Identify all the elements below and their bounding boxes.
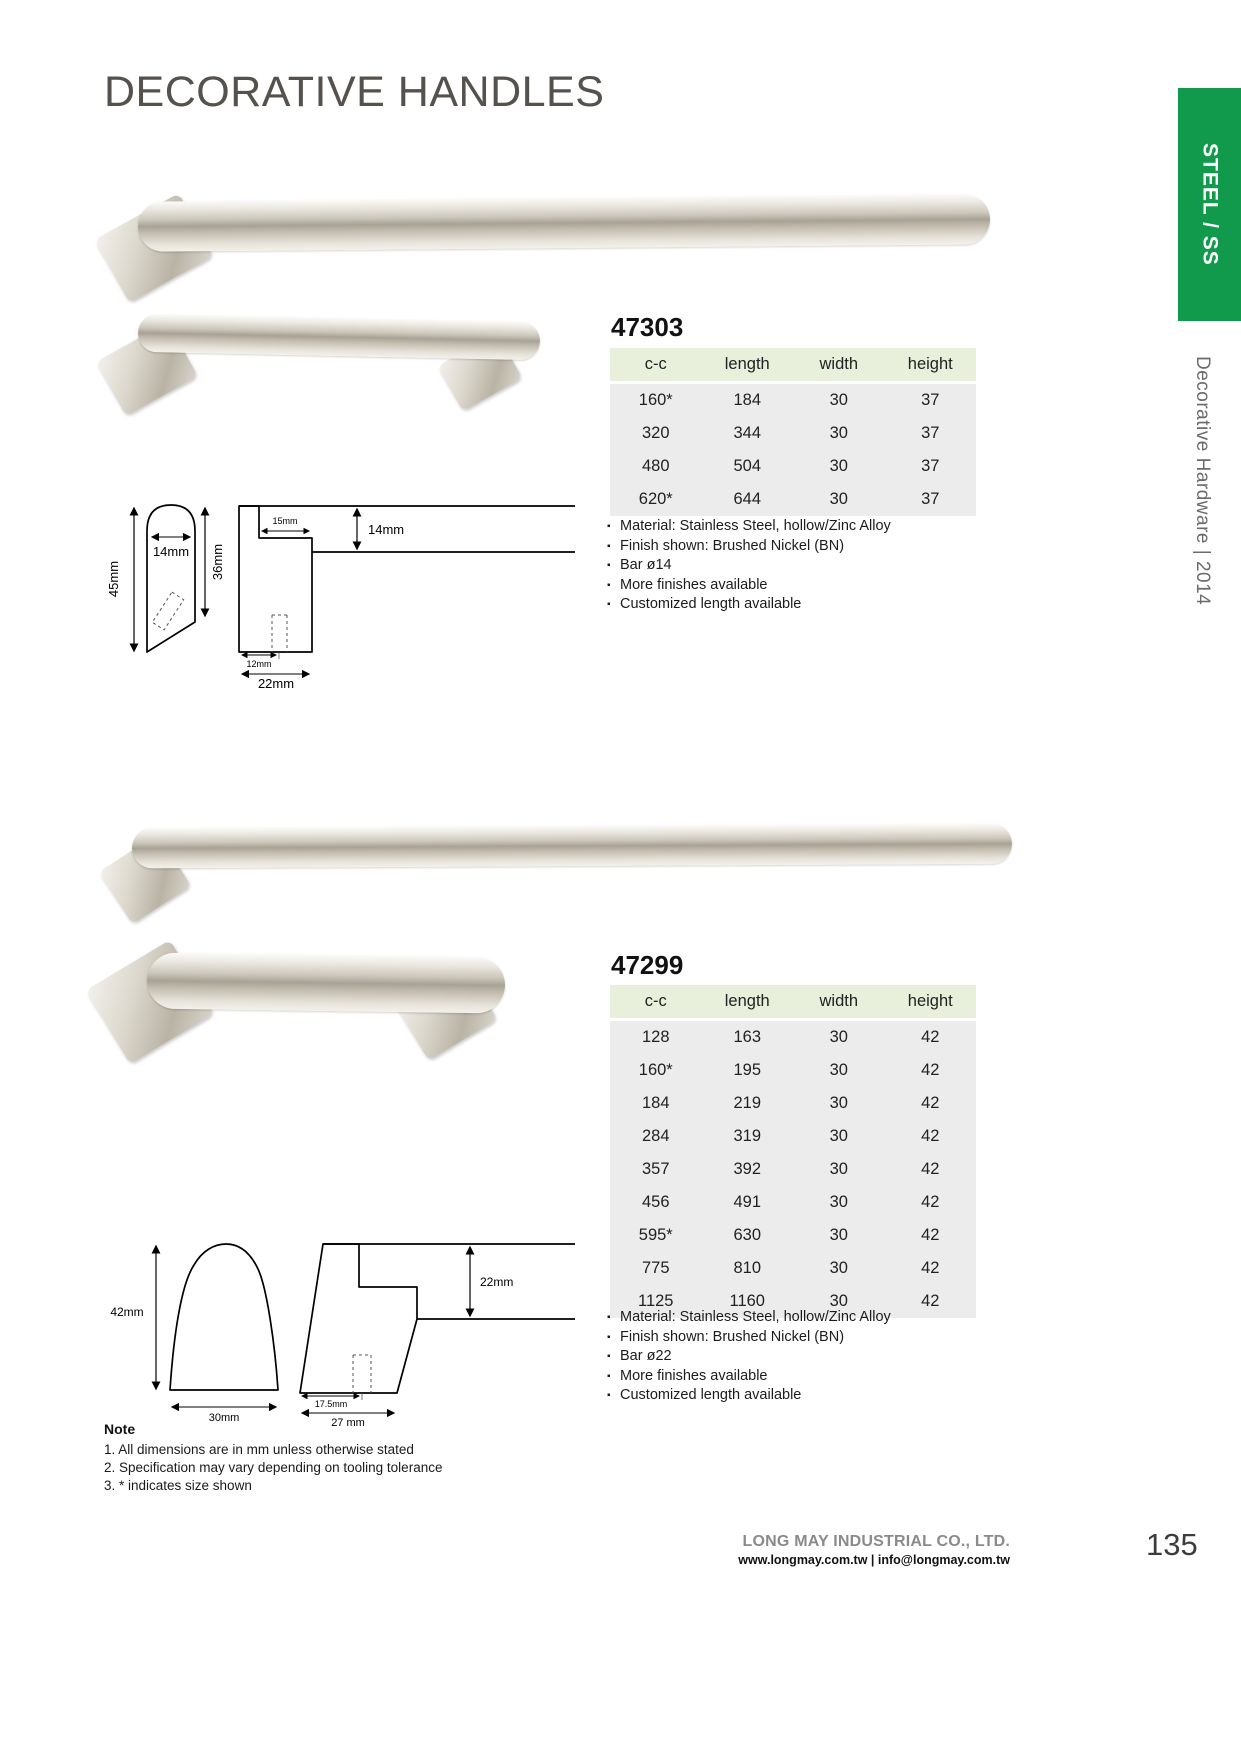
spec-bullet: ▪ Finish shown: Brushed Nickel (BN): [607, 537, 1007, 557]
table-cell: 42: [885, 1087, 977, 1120]
table-cell: 30: [793, 1087, 885, 1120]
table-row: [610, 483, 976, 516]
handle-bar: [147, 953, 506, 1014]
table-cell: 37: [885, 383, 977, 418]
table-cell: 30: [793, 1153, 885, 1186]
spec-bullet: ▪ Customized length available: [607, 1386, 1007, 1406]
table-cell: 160*: [610, 383, 702, 418]
technical-drawing-47303: [95, 445, 575, 693]
note-lines: [104, 1441, 442, 1495]
spec-bullet: ▪ More finishes available: [607, 576, 1007, 596]
table-cell: 30: [793, 1054, 885, 1087]
header-cell: height: [885, 348, 977, 383]
table-cell: 42: [885, 1120, 977, 1153]
table-cell: 319: [702, 1120, 794, 1153]
product-code: 47303: [611, 312, 684, 342]
table-row: [610, 1020, 976, 1055]
dimension-label: 12mm: [246, 659, 272, 669]
dimension-label: 42mm: [110, 1305, 144, 1319]
dimension-label: 17.5mm: [314, 1399, 348, 1409]
table-cell: 392: [702, 1153, 794, 1186]
handle-bar: [132, 824, 1012, 869]
spec-bullet: ▪ Material: Stainless Steel, hollow/Zinc Alloy: [607, 517, 1007, 537]
spec-bullets-47303: [607, 517, 1007, 615]
table-cell: 163: [702, 1020, 794, 1055]
table-cell: 480: [610, 450, 702, 483]
table-cell: 42: [885, 1252, 977, 1285]
table-cell: 30: [793, 1186, 885, 1219]
technical-drawing-47299: [95, 1235, 595, 1430]
spec-bullet: ▪ Finish shown: Brushed Nickel (BN): [607, 1328, 1007, 1348]
footer: [738, 1533, 1010, 1567]
spec-bullets-47299: [607, 1308, 1007, 1406]
table-cell: 30: [793, 450, 885, 483]
header-cell: length: [702, 348, 794, 383]
company-name: LONG MAY INDUSTRIAL CO., LTD.: [742, 1533, 1010, 1550]
table-cell: 219: [702, 1087, 794, 1120]
handle-bar: [138, 314, 541, 360]
dimension-label: 36mm: [210, 543, 225, 581]
header-cell: c-c: [610, 985, 702, 1020]
table-row: [610, 1186, 976, 1219]
product-photo-47299-long: [110, 818, 1015, 926]
header-cell: width: [793, 348, 885, 383]
table-cell: 37: [885, 483, 977, 516]
product-code: 47299: [611, 950, 684, 980]
product-photo-47303-long: [110, 188, 994, 306]
table-cell: 30: [793, 1252, 885, 1285]
header-cell: width: [793, 985, 885, 1020]
table-header-row: [610, 348, 976, 383]
table-row: [610, 1252, 976, 1285]
table-row: [610, 1087, 976, 1120]
table-cell: 30: [793, 483, 885, 516]
table-row: [610, 383, 976, 418]
product-photo-47299-short: [105, 943, 517, 1055]
dimension-label: 22mm: [480, 1275, 514, 1289]
dimension-label: 15mm: [272, 516, 298, 526]
note-line: 3. * indicates size shown: [104, 1478, 252, 1493]
table-cell: 42: [885, 1054, 977, 1087]
table-cell: 320: [610, 417, 702, 450]
dimension-label: 14mm: [152, 544, 190, 559]
table-cell: 42: [885, 1020, 977, 1055]
table-cell: 128: [610, 1020, 702, 1055]
table-cell: 344: [702, 417, 794, 450]
side-caption: Decorative Hardware | 2014: [1192, 356, 1213, 606]
table-cell: 1160: [702, 1285, 794, 1318]
table-cell: 42: [885, 1285, 977, 1318]
spec-table-47303: [610, 348, 976, 516]
table-cell: 491: [702, 1186, 794, 1219]
dimension-label: 14mm: [368, 522, 405, 537]
spec-bullet: ▪ Customized length available: [607, 595, 1007, 615]
dimension-label: 27 mm: [331, 1417, 365, 1429]
table-row: [610, 1153, 976, 1186]
table-cell: 160*: [610, 1054, 702, 1087]
table-cell: 30: [793, 417, 885, 450]
category-tab: [1178, 88, 1241, 321]
table-cell: 184: [702, 383, 794, 418]
spec-bullet: ▪ More finishes available: [607, 1367, 1007, 1387]
table-cell: 30: [793, 1285, 885, 1318]
table-cell: 456: [610, 1186, 702, 1219]
table-cell: 595*: [610, 1219, 702, 1252]
table-cell: 1125: [610, 1285, 702, 1318]
category-tab-label: STEEL / SS: [1198, 143, 1222, 266]
table-cell: 30: [793, 1219, 885, 1252]
note-heading: Note: [104, 1421, 136, 1437]
company-contact: www.longmay.com.tw | info@longmay.com.tw: [738, 1553, 1010, 1567]
table-cell: 30: [793, 383, 885, 418]
spec-bullet: ▪ Bar ø14: [607, 556, 1007, 576]
page-number: 135: [1146, 1527, 1198, 1562]
table-cell: 30: [793, 1020, 885, 1055]
note-line: 1. All dimensions are in mm unless otherwise stated: [104, 1442, 414, 1457]
table-row: [610, 1219, 976, 1252]
handle-bar: [138, 194, 990, 251]
spec-bullet: ▪ Bar ø22: [607, 1347, 1007, 1367]
table-cell: 775: [610, 1252, 702, 1285]
table-cell: 42: [885, 1153, 977, 1186]
table-cell: 37: [885, 417, 977, 450]
table-cell: 357: [610, 1153, 702, 1186]
table-row: [610, 450, 976, 483]
table-header-row: [610, 985, 976, 1020]
table-row: [610, 1054, 976, 1087]
table-row: [610, 417, 976, 450]
dimension-label: 22mm: [257, 676, 295, 691]
table-cell: 42: [885, 1219, 977, 1252]
table-cell: 644: [702, 483, 794, 516]
table-cell: 620*: [610, 483, 702, 516]
table-cell: 184: [610, 1087, 702, 1120]
spec-table-47299: [610, 985, 976, 1318]
note-line: 2. Specification may vary depending on tooling tolerance: [104, 1460, 443, 1475]
table-cell: 42: [885, 1186, 977, 1219]
header-cell: length: [702, 985, 794, 1020]
table-cell: 37: [885, 450, 977, 483]
header-cell: height: [885, 985, 977, 1020]
page-title: DECORATIVE HANDLES: [104, 68, 605, 116]
table-cell: 630: [702, 1219, 794, 1252]
table-cell: 504: [702, 450, 794, 483]
dimension-label: 30mm: [208, 1412, 240, 1424]
table-row: [610, 1120, 976, 1153]
table-cell: 30: [793, 1120, 885, 1153]
header-cell: c-c: [610, 348, 702, 383]
table-cell: 195: [702, 1054, 794, 1087]
spec-bullet: ▪ Material: Stainless Steel, hollow/Zinc Alloy: [607, 1308, 1007, 1328]
table-cell: 810: [702, 1252, 794, 1285]
dimension-label: 45mm: [106, 560, 121, 598]
table-cell: 284: [610, 1120, 702, 1153]
product-photo-47303-short: [108, 310, 548, 410]
